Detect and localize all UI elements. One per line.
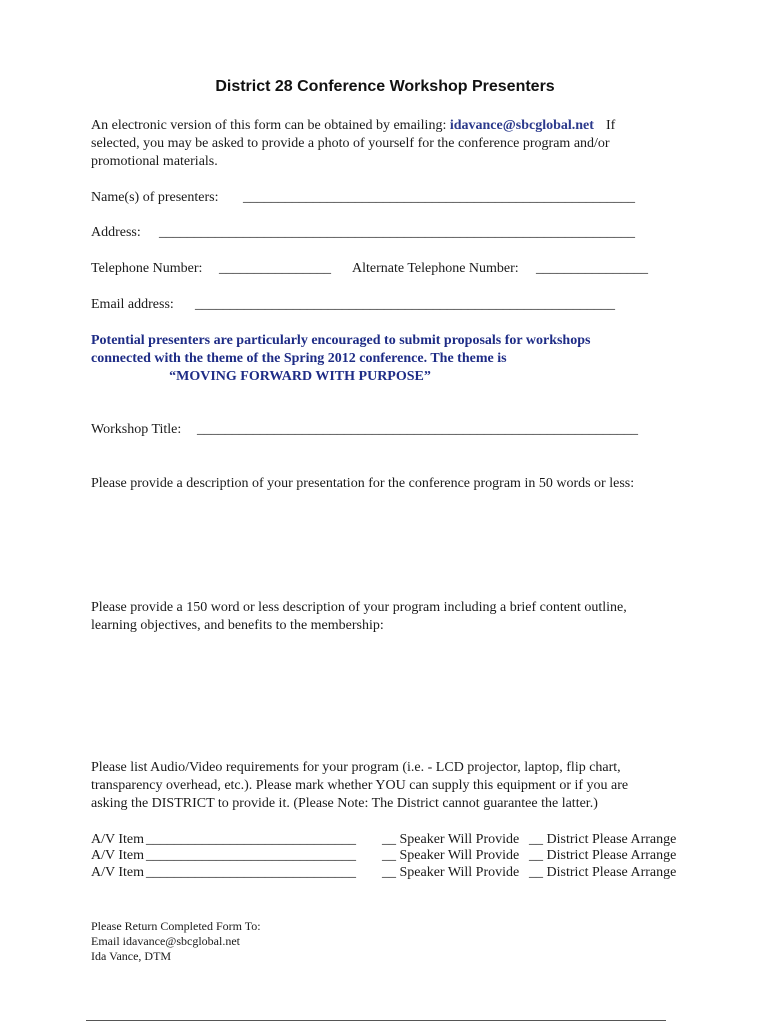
intro-text: An electronic version of this form can be obtained by emailing: [91, 118, 450, 133]
speaker-provide-option[interactable]: __ Speaker Will Provide [382, 865, 520, 880]
theme-line-3: “MOVING FORWARD WITH PURPOSE” [169, 369, 431, 384]
return-line-2: Email idavance@sbcglobal.net [91, 934, 240, 948]
theme-line-2: connected with the theme of the Spring 2012 conference. The theme is [91, 351, 507, 366]
intro-suffix: If [605, 118, 616, 133]
description-150-line-2: learning objectives, and benefits to the membership: [91, 618, 384, 633]
av-item-label: A/V Item [91, 865, 145, 880]
speaker-provide-option[interactable]: __ Speaker Will Provide [382, 848, 520, 863]
intro-line-1 [91, 117, 615, 135]
description-150-line-1: Please provide a 150 word or less description of your program including a brief content outline, [91, 600, 627, 615]
intro-line-2: selected, you may be asked to provide a photo of yourself for the conference program and/or [91, 136, 610, 151]
av-requirements-line-2: transparency overhead, etc.). Please mark whether YOU can supply this equipment or if you are [91, 778, 629, 793]
av-item-field[interactable]: ______________________________ [146, 848, 356, 863]
av-item-label: A/V Item [91, 848, 145, 863]
av-requirements-line-1: Please list Audio/Video requirements for your program (i.e. - LCD projector, laptop, flip chart, [91, 760, 621, 775]
address-label: Address: [91, 225, 141, 240]
address-field[interactable]: ____________________________________________________________________ [159, 225, 635, 240]
presenters-field[interactable]: ________________________________________________________ [243, 190, 635, 205]
workshop-title-field[interactable]: _______________________________________________________________ [197, 422, 638, 437]
alt-telephone-field[interactable]: ________________ [536, 261, 648, 276]
presenters-label: Name(s) of presenters: [91, 190, 219, 205]
return-line-3: Ida Vance, DTM [91, 949, 172, 963]
av-item-field[interactable]: ______________________________ [146, 865, 356, 880]
av-item-label: A/V Item [91, 832, 145, 847]
av-requirements-line-3: asking the DISTRICT to provide it. (Please Note: The District cannot guarantee the latter.) [91, 796, 598, 811]
workshop-title-label: Workshop Title: [91, 422, 182, 437]
av-item-field[interactable]: ______________________________ [146, 832, 356, 847]
return-line-1: Please Return Completed Form To: [91, 919, 261, 933]
email-link[interactable]: idavance@sbcglobal.net [449, 118, 594, 133]
speaker-provide-option[interactable]: __ Speaker Will Provide [382, 832, 520, 847]
theme-line-1: Potential presenters are particularly encouraged to submit proposals for workshops [91, 333, 591, 348]
footer-rule [86, 1020, 666, 1021]
telephone-field[interactable]: ________________ [219, 261, 331, 276]
email-field[interactable]: ____________________________________________________________ [195, 297, 615, 312]
intro-line-3: promotional materials. [91, 154, 218, 169]
email-label: Email address: [91, 297, 174, 312]
page-title: District 28 Conference Workshop Presenters [215, 78, 555, 95]
telephone-label: Telephone Number: [91, 261, 203, 276]
alt-telephone-label: Alternate Telephone Number: [352, 261, 519, 276]
description-50-prompt: Please provide a description of your presentation for the conference program in 50 words or less: [91, 476, 635, 491]
district-arrange-option[interactable]: __ District Please Arrange [529, 848, 677, 863]
district-arrange-option[interactable]: __ District Please Arrange [529, 865, 677, 880]
district-arrange-option[interactable]: __ District Please Arrange [529, 832, 677, 847]
